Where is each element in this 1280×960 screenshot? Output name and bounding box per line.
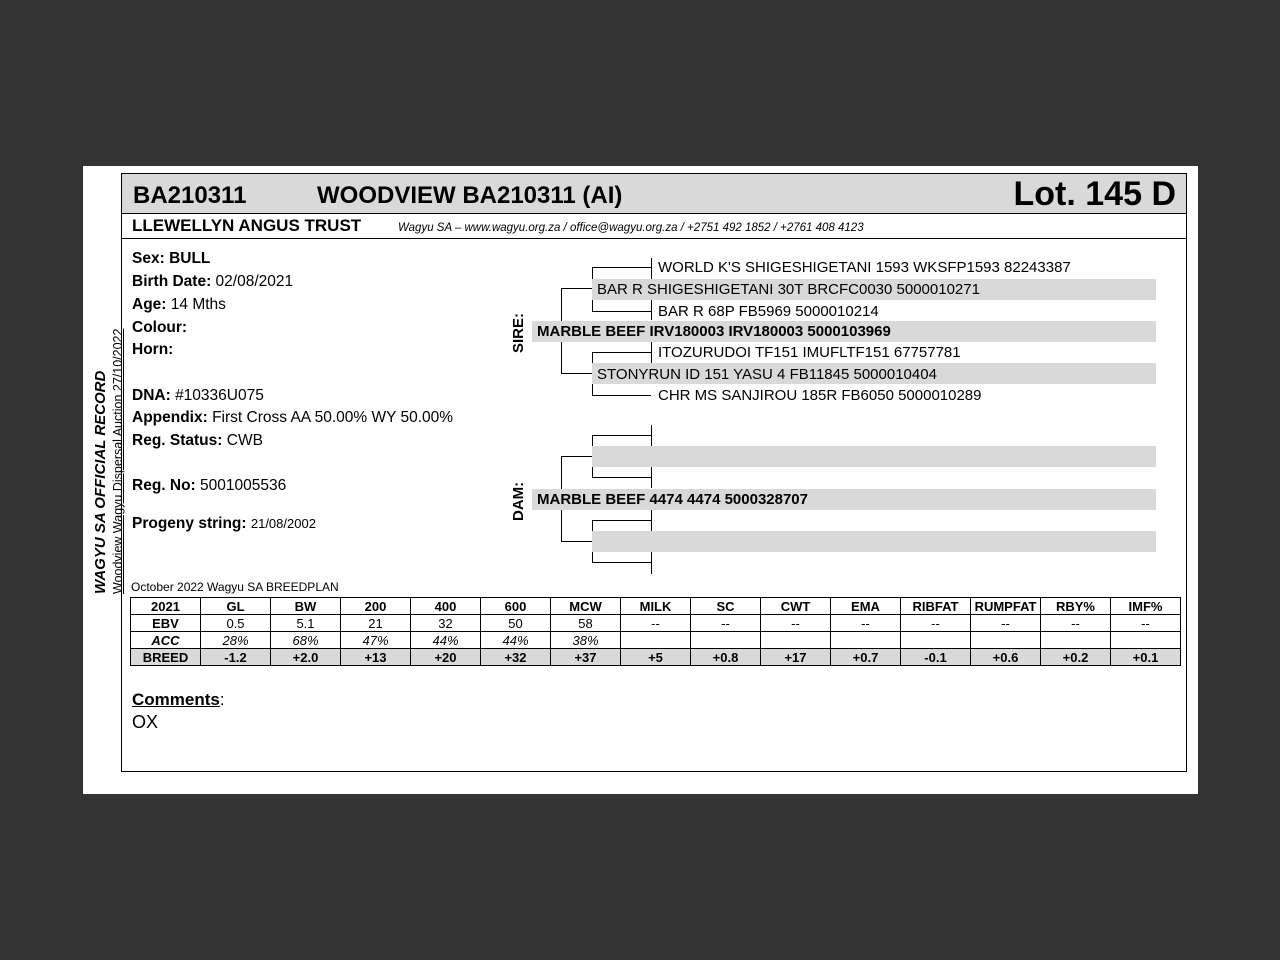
sire-upper-connector bbox=[562, 289, 593, 322]
header-cell: RIBFAT bbox=[901, 598, 971, 615]
breed-cell: +17 bbox=[761, 649, 831, 666]
contact-info: Wagyu SA – www.wagyu.org.za / office@wagyu.org.za / +2751 492 1852 / +2761 408 4123 bbox=[398, 222, 864, 234]
acc-cell bbox=[621, 632, 691, 649]
dam-lower-connector bbox=[562, 510, 593, 542]
dd-upper-connector bbox=[593, 521, 652, 532]
breed-cell: +2.0 bbox=[271, 649, 341, 666]
sex-label: Sex: bbox=[132, 250, 165, 267]
header-cell: 400 bbox=[411, 598, 481, 615]
header-cell: BW bbox=[271, 598, 341, 615]
header-cell: RUMPFAT bbox=[971, 598, 1041, 615]
comments-text: OX bbox=[132, 712, 159, 732]
breed-label: BREED bbox=[131, 649, 201, 666]
comments-label: Comments bbox=[132, 690, 220, 709]
breed-cell: +0.2 bbox=[1041, 649, 1111, 666]
reg-no-value: 5001005536 bbox=[200, 477, 287, 494]
table-header-row bbox=[131, 598, 1181, 615]
dam-label: DAM: bbox=[510, 481, 527, 521]
header-label: 2021 bbox=[131, 598, 201, 615]
header-cell: SC bbox=[691, 598, 761, 615]
acc-label: ACC bbox=[131, 632, 201, 649]
ebv-cell: 5.1 bbox=[271, 615, 341, 632]
ebv-cell: 21 bbox=[341, 615, 411, 632]
reg-no-label: Reg. No: bbox=[132, 477, 196, 494]
ss-lower-connector bbox=[593, 300, 652, 312]
sire-lower-connector bbox=[562, 342, 593, 374]
horn-label: Horn: bbox=[132, 341, 174, 358]
acc-cell bbox=[901, 632, 971, 649]
breed-cell: +0.6 bbox=[971, 649, 1041, 666]
header-cell: MCW bbox=[551, 598, 621, 615]
ebv-cell: -- bbox=[691, 615, 761, 632]
sire-name: MARBLE BEEF IRV180003 IRV180003 5000103969 bbox=[537, 323, 891, 340]
ebv-cell: -- bbox=[621, 615, 691, 632]
acc-cell bbox=[971, 632, 1041, 649]
ss-upper-connector bbox=[593, 268, 652, 280]
acc-cell: 38% bbox=[551, 632, 621, 649]
sire-dam-dam: CHR MS SANJIROU 185R FB6050 5000010289 bbox=[658, 387, 982, 404]
sire-sire-dam: BAR R 68P FB5969 5000010214 bbox=[658, 303, 879, 320]
acc-cell bbox=[1111, 632, 1181, 649]
auction-subtitle: Woodview Wagyu Dispersal Auction 27/10/2022 bbox=[111, 328, 125, 594]
birth-date-value: 02/08/2021 bbox=[215, 273, 294, 290]
ebv-cell: -- bbox=[971, 615, 1041, 632]
header-cell: EMA bbox=[831, 598, 901, 615]
breed-cell: +13 bbox=[341, 649, 411, 666]
header-cell: CWT bbox=[761, 598, 831, 615]
birth-date-label: Birth Date: bbox=[132, 273, 212, 290]
colour-label: Colour: bbox=[132, 319, 188, 336]
ebv-cell: 32 bbox=[411, 615, 481, 632]
dam-name: MARBLE BEEF 4474 4474 5000328707 bbox=[537, 491, 808, 508]
acc-cell bbox=[691, 632, 761, 649]
animal-name: WOODVIEW BA210311 (AI) bbox=[317, 182, 623, 209]
breed-cell: +20 bbox=[411, 649, 481, 666]
acc-cell: 68% bbox=[271, 632, 341, 649]
progeny-label: Progeny string: bbox=[132, 515, 247, 532]
acc-cell bbox=[831, 632, 901, 649]
sire-label: SIRE: bbox=[510, 312, 527, 353]
reg-status-value: CWB bbox=[226, 432, 263, 449]
ebv-row bbox=[131, 615, 1181, 632]
comments-heading: Comments: bbox=[132, 690, 225, 709]
header-cell: 600 bbox=[481, 598, 551, 615]
ds-lower-connector bbox=[593, 467, 652, 478]
sd-upper-connector bbox=[593, 353, 652, 364]
reg-status-label: Reg. Status: bbox=[132, 432, 223, 449]
ebv-cell: 50 bbox=[481, 615, 551, 632]
appendix-label: Appendix: bbox=[132, 409, 208, 426]
header-cell: RBY% bbox=[1041, 598, 1111, 615]
breedplan-title: October 2022 Wagyu SA BREEDPLAN bbox=[131, 580, 339, 594]
header-cell: MILK bbox=[621, 598, 691, 615]
header-cell: GL bbox=[201, 598, 271, 615]
official-record-title: WAGYU SA OFFICIAL RECORD bbox=[92, 370, 109, 594]
ebv-cell: 0.5 bbox=[201, 615, 271, 632]
dd-lower-connector bbox=[593, 552, 652, 563]
dna-label: DNA: bbox=[132, 387, 171, 404]
header-cell: 200 bbox=[341, 598, 411, 615]
breed-cell: +0.8 bbox=[691, 649, 761, 666]
breed-cell: +37 bbox=[551, 649, 621, 666]
ebv-label: EBV bbox=[131, 615, 201, 632]
dam-upper-connector bbox=[562, 457, 593, 490]
acc-row bbox=[131, 632, 1181, 649]
acc-cell bbox=[761, 632, 831, 649]
sire-dam-sire: ITOZURUDOI TF151 IMUFLTF151 67757781 bbox=[658, 344, 961, 361]
breed-cell: -1.2 bbox=[201, 649, 271, 666]
breed-cell: -0.1 bbox=[901, 649, 971, 666]
animal-code: BA210311 bbox=[133, 182, 247, 209]
age-value: 14 Mths bbox=[170, 296, 226, 313]
ebv-cell: -- bbox=[1041, 615, 1111, 632]
breed-row bbox=[131, 649, 1181, 666]
sire-sire-sire: WORLD K'S SHIGESHIGETANI 1593 WKSFP1593 82243387 bbox=[658, 259, 1071, 276]
acc-cell bbox=[1041, 632, 1111, 649]
ebv-cell: -- bbox=[1111, 615, 1181, 632]
progeny-value: 21/08/2002 bbox=[250, 516, 316, 531]
ds-upper-connector bbox=[593, 436, 652, 447]
appendix-value: First Cross AA 50.00% WY 50.00% bbox=[212, 409, 454, 426]
lot-number: Lot. 145 D bbox=[1013, 175, 1176, 213]
breed-cell: +0.7 bbox=[831, 649, 901, 666]
acc-cell: 44% bbox=[481, 632, 551, 649]
sd-lower-connector bbox=[593, 384, 652, 396]
ebv-cell: -- bbox=[761, 615, 831, 632]
acc-cell: 47% bbox=[341, 632, 411, 649]
sire-sire: BAR R SHIGESHIGETANI 30T BRCFC0030 5000010271 bbox=[597, 281, 980, 298]
breedplan-table bbox=[130, 597, 1181, 666]
age-label: Age: bbox=[132, 296, 167, 313]
acc-cell: 44% bbox=[411, 632, 481, 649]
sex-value: BULL bbox=[169, 250, 211, 267]
owner-name: LLEWELLYN ANGUS TRUST bbox=[132, 216, 362, 235]
breed-cell: +5 bbox=[621, 649, 691, 666]
ebv-cell: 58 bbox=[551, 615, 621, 632]
ebv-cell: -- bbox=[831, 615, 901, 632]
ebv-cell: -- bbox=[901, 615, 971, 632]
sire-dam: STONYRUN ID 151 YASU 4 FB11845 5000010404 bbox=[597, 366, 937, 383]
breed-cell: +32 bbox=[481, 649, 551, 666]
dna-value: #10336U075 bbox=[175, 387, 264, 404]
header-cell: IMF% bbox=[1111, 598, 1181, 615]
acc-cell: 28% bbox=[201, 632, 271, 649]
breed-cell: +0.1 bbox=[1111, 649, 1181, 666]
